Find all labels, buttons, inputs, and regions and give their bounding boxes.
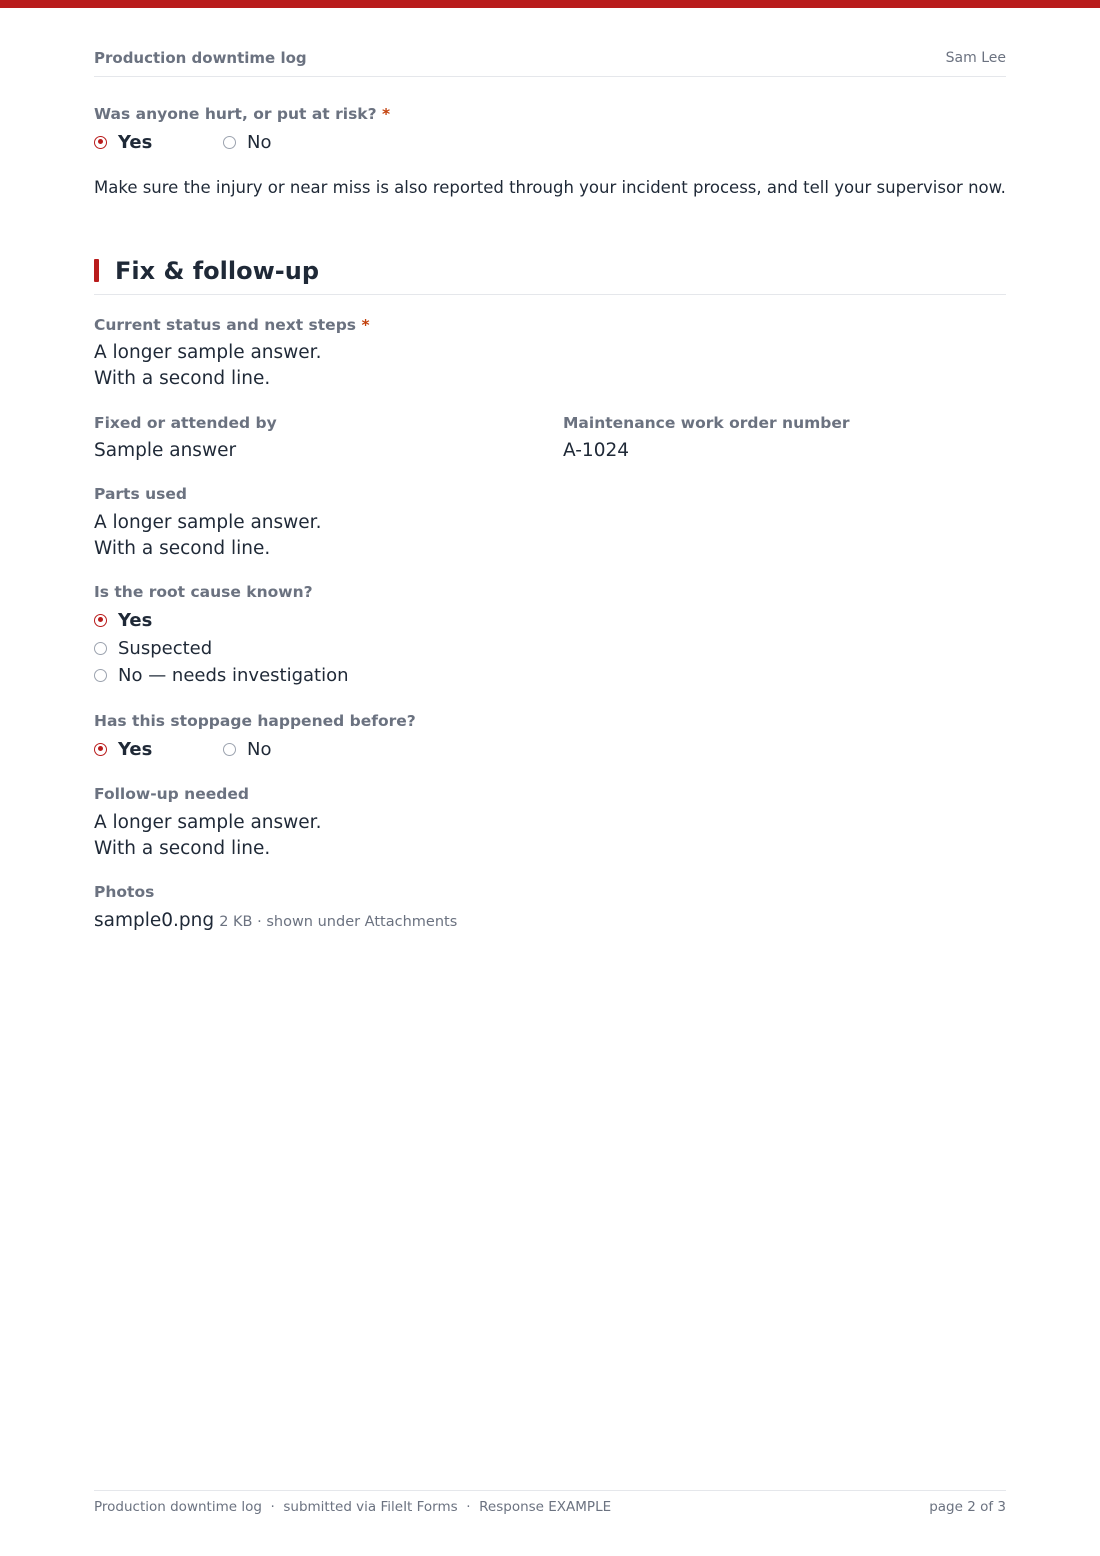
section-accent-bar <box>94 259 99 282</box>
hurt-question-options <box>94 130 271 154</box>
hurt-question-label: Was anyone hurt, or put at risk? * <box>94 105 391 123</box>
root-cause-option-no[interactable]: No — needs investigation <box>94 665 349 686</box>
radio-selected-icon <box>94 743 107 756</box>
root-cause-option-yes[interactable]: Yes <box>94 610 152 631</box>
root-cause-label: Is the root cause known? <box>94 583 313 601</box>
radio-empty-icon <box>94 669 107 682</box>
photo-file-name[interactable]: sample0.png <box>94 910 215 931</box>
happened-before-options <box>94 737 271 761</box>
parts-value: A longer sample answer. With a second line. <box>94 512 322 559</box>
happened-before-option-yes[interactable]: Yes <box>94 739 223 760</box>
work-order-value: A-1024 <box>563 440 630 461</box>
hurt-option-yes[interactable]: Yes <box>94 132 223 153</box>
radio-empty-icon <box>223 136 236 149</box>
page-number: page 2 of 3 <box>929 1499 1006 1515</box>
page-header <box>94 48 1006 77</box>
form-title: Production downtime log <box>94 49 307 67</box>
fixed-by-label: Fixed or attended by <box>94 414 277 432</box>
radio-empty-icon <box>94 642 107 655</box>
status-value: A longer sample answer. With a second line. <box>94 342 322 389</box>
work-order-label: Maintenance work order number <box>563 414 850 432</box>
status-label: Current status and next steps * <box>94 316 370 334</box>
radio-empty-icon <box>223 743 236 756</box>
photo-attachment <box>94 908 457 934</box>
page-footer <box>94 1490 1006 1521</box>
respondent-name: Sam Lee <box>945 50 1006 66</box>
root-cause-option-yes-row <box>94 608 152 632</box>
footer-text: Production downtime log · submitted via FileIt Forms · Response EXAMPLE <box>94 1499 612 1515</box>
happened-before-label: Has this stoppage happened before? <box>94 712 416 730</box>
photos-label: Photos <box>94 883 155 901</box>
section-heading <box>94 255 1006 295</box>
required-mark: * <box>361 316 370 334</box>
root-cause-option-suspected[interactable]: Suspected <box>94 638 212 659</box>
photo-file-meta: 2 KB · shown under Attachments <box>219 914 458 930</box>
fixed-by-value: Sample answer <box>94 440 237 461</box>
follow-up-value: A longer sample answer. With a second line. <box>94 812 322 859</box>
follow-up-label: Follow-up needed <box>94 785 249 803</box>
radio-selected-icon <box>94 136 107 149</box>
required-mark: * <box>382 105 391 123</box>
root-cause-option-no-row <box>94 663 349 687</box>
safety-note: Make sure the injury or near miss is also reported through your incident process, and tell your supervisor now. <box>94 178 1006 197</box>
happened-before-option-no[interactable]: No <box>223 739 271 760</box>
parts-label: Parts used <box>94 485 187 503</box>
radio-selected-icon <box>94 614 107 627</box>
section-title: Fix & follow-up <box>115 257 320 285</box>
root-cause-option-suspected-row <box>94 636 212 660</box>
hurt-option-no[interactable]: No <box>223 132 271 153</box>
top-accent-bar <box>0 0 1100 8</box>
